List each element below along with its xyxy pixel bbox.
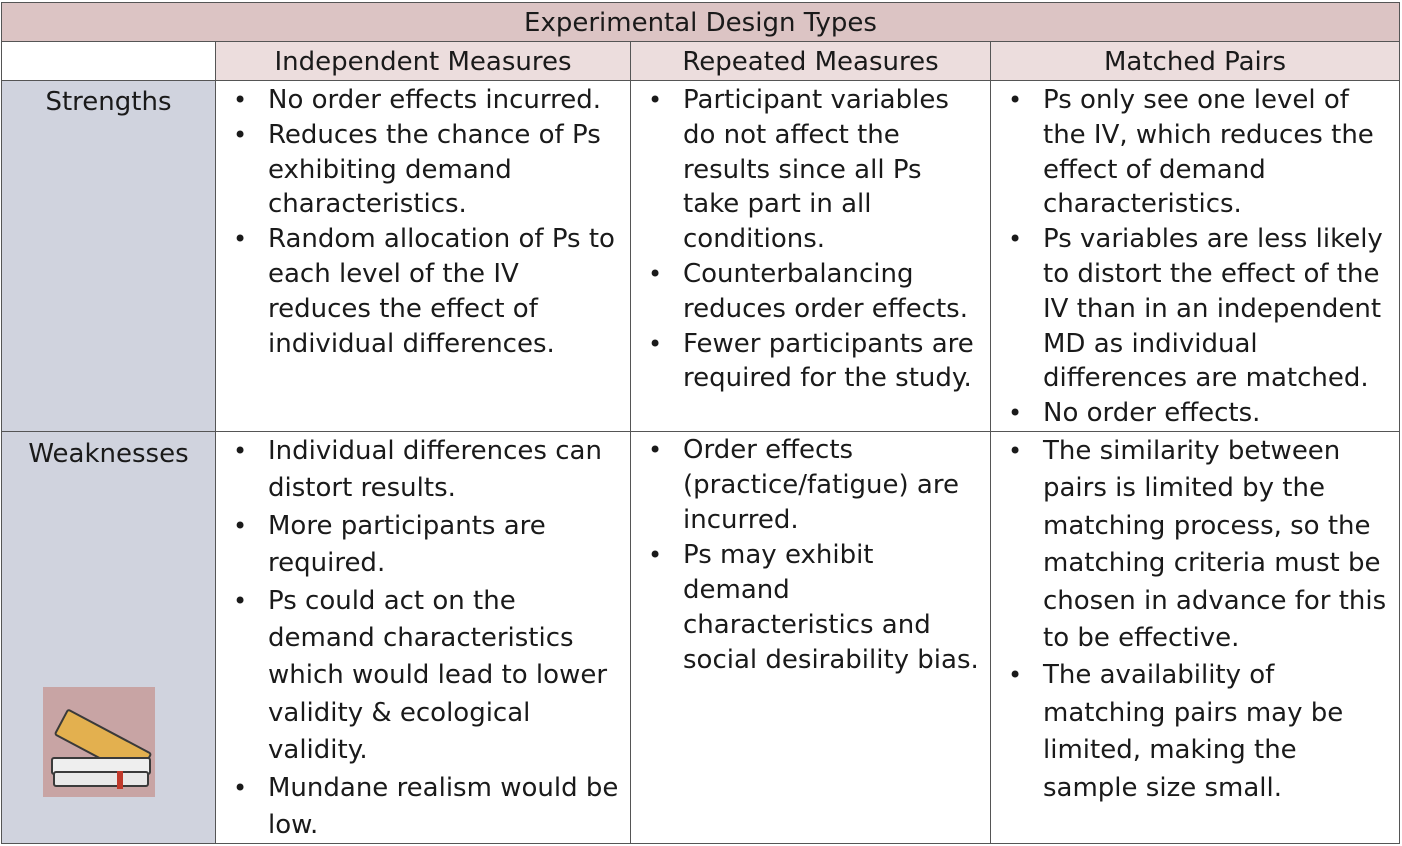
list-item: • Reduces the chance of Ps exhibiting demand characteristics.	[216, 118, 630, 222]
list-item: • The availability of matching pairs may be limited, making the sample size small.	[991, 657, 1399, 807]
bullet-list	[216, 432, 630, 844]
list-item: • No order effects incurred.	[216, 83, 630, 118]
cell-weaknesses-repeated	[630, 431, 991, 844]
cell-strengths-independent	[215, 80, 631, 432]
list-item: • No order effects.	[991, 396, 1399, 431]
bullet-list	[631, 81, 990, 396]
cell-strengths-repeated	[630, 80, 991, 432]
cell-weaknesses-independent	[215, 431, 631, 844]
bookmark-ribbon-icon	[117, 771, 123, 789]
bullet-list	[991, 432, 1399, 807]
bullet-list	[216, 81, 630, 361]
list-item: • Counterbalancing reduces order effects.	[631, 257, 990, 327]
bullet-list	[631, 432, 990, 678]
list-item: • More participants are required.	[216, 508, 630, 583]
study-with-mehar-logo	[43, 687, 155, 797]
list-item: • Ps may exhibit demand characteristics and social desirability bias.	[631, 538, 990, 678]
corner-cell	[1, 41, 216, 81]
column-header-independent-measures: Independent Measures	[215, 41, 631, 81]
list-item: • Ps variables are less likely to distort the effect of the IV than in an independent MD as individual differences are matched.	[991, 222, 1399, 396]
design-types-table	[1, 2, 1400, 844]
book-bottom-icon	[53, 771, 149, 787]
cell-weaknesses-matched	[990, 431, 1400, 844]
column-header-matched-pairs: Matched Pairs	[990, 41, 1400, 81]
list-item: • Individual differences can distort results.	[216, 433, 630, 508]
row-header-strengths: Strengths	[1, 80, 216, 432]
list-item: • Order effects (practice/fatigue) are incurred.	[631, 433, 990, 538]
list-item: • The similarity between pairs is limited by the matching process, so the matching criteria must be chosen in advance for this to be effective.	[991, 433, 1399, 657]
list-item: • Participant variables do not affect the results since all Ps take part in all conditions.	[631, 83, 990, 257]
list-item: • Mundane realism would be low.	[216, 770, 630, 845]
list-item: • Random allocation of Ps to each level of the IV reduces the effect of individual differences.	[216, 222, 630, 361]
list-item: • Fewer participants are required for the study.	[631, 327, 990, 397]
table-title: Experimental Design Types	[1, 2, 1400, 42]
list-item: • Ps could act on the demand characteristics which would lead to lower validity & ecological validity.	[216, 583, 630, 770]
list-item: • Ps only see one level of the IV, which reduces the effect of demand characteristics.	[991, 83, 1399, 222]
column-header-repeated-measures: Repeated Measures	[630, 41, 991, 81]
row-header-weaknesses: Weaknesses	[1, 431, 216, 844]
cell-strengths-matched	[990, 80, 1400, 432]
bullet-list	[991, 81, 1399, 431]
